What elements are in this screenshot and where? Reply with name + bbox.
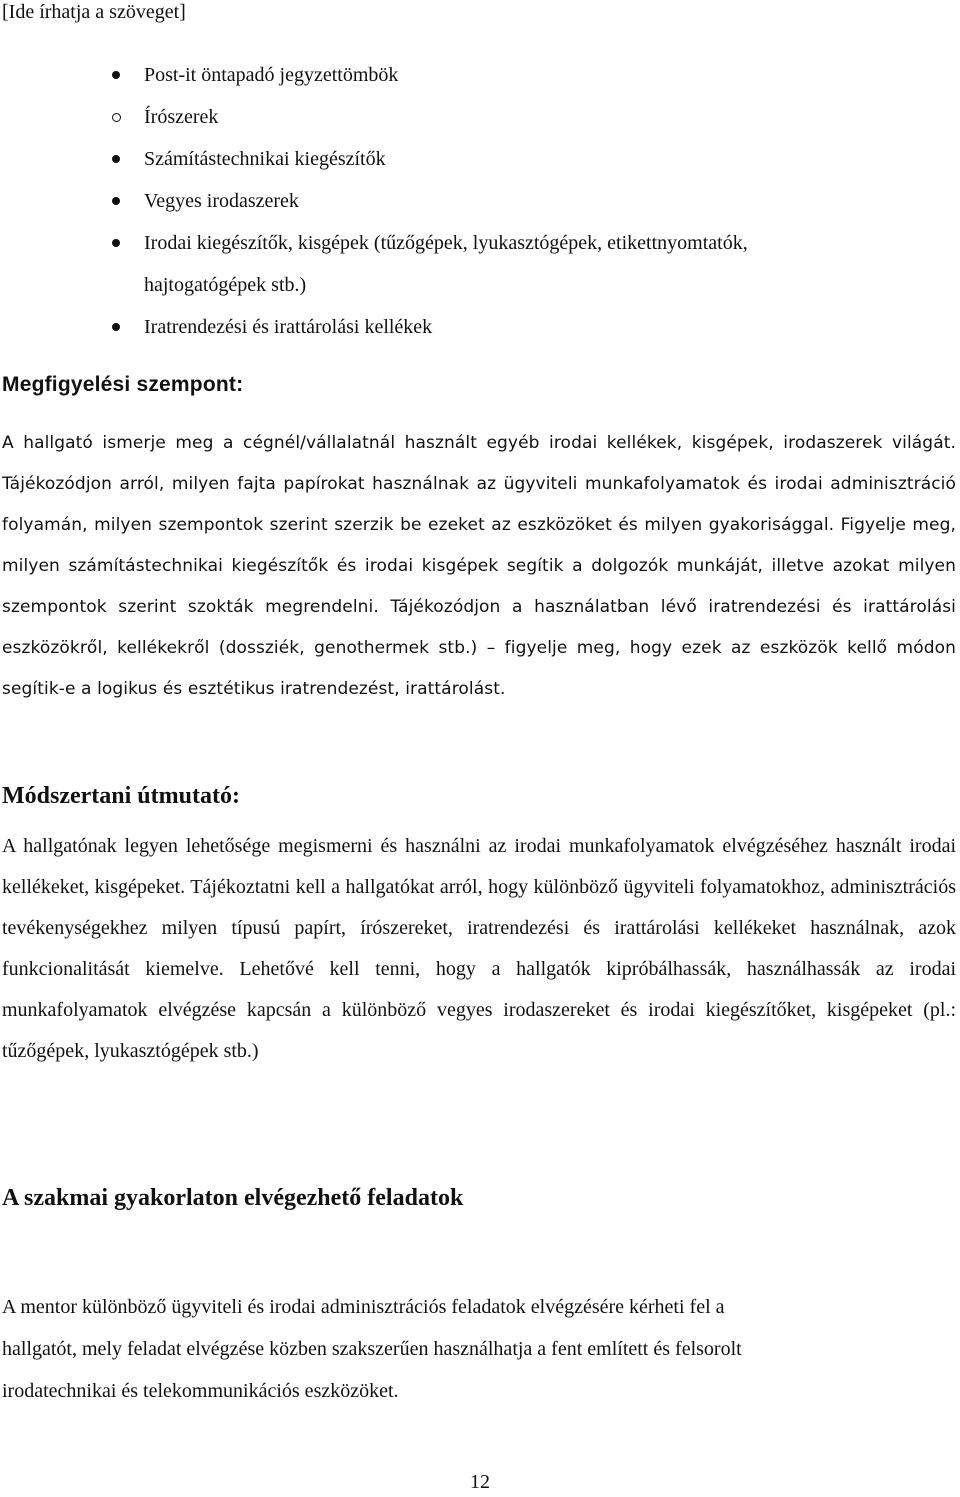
list-item xyxy=(0,180,960,222)
list-item-text: Vegyes irodaszerek xyxy=(144,190,299,212)
bullet-icon xyxy=(112,155,120,163)
bullet-icon xyxy=(112,323,120,331)
list-item xyxy=(0,222,960,264)
paragraph-observation: A hallgató ismerje meg a cégnél/vállalatnál használt egyéb irodai kellékek, kisgépek, irodaszerek világát. Tájékozódjon arról, milyen fajta papírokat használnak az ügyviteli munkafolyamatok és irodai adminisztráció folyamán, milyen szempontok szerint szerzik be ezeket az eszközöket és milyen gyakorisággal. Figyelje meg, milyen számítástechnikai kiegészítők és irodai kisgépek segítik a dolgozók munkáját, illetve azokat milyen szempontok szerint szokták megrendelni. Tájékozódjon a használatban lévő iratrendezési és irattárolási eszközökről, kellékekről (dossziék, genothermek stb.) – figyelje meg, hogy ezek az eszközök kellő módon segítik-e a logikus és esztétikus iratrendezést, irattárolást. xyxy=(2,433,956,699)
section-heading-tasks: A szakmai gyakorlaton elvégezhető feladatok xyxy=(2,1185,464,1211)
list-item-text: Iratrendezési és irattárolási kellékek xyxy=(144,316,433,338)
list-item-text: Számítástechnikai kiegészítők xyxy=(144,148,386,170)
section-heading-methodology: Módszertani útmutató: xyxy=(2,783,240,809)
paragraph-line: irodatechnikai és telekommunikációs eszközöket. xyxy=(2,1380,399,1402)
section-heading-observation: Megfigyelési szempont: xyxy=(2,373,244,396)
placeholder-text[interactable]: [Ide írhatja a szöveget] xyxy=(2,1,186,23)
bullet-icon xyxy=(112,197,120,205)
paragraph-line: hallgatót, mely feladat elvégzése közben szakszerűen használhatja a fent említett és felsorolt xyxy=(2,1338,742,1360)
list-item-continuation xyxy=(0,264,960,306)
list-item-text: Post-it öntapadó jegyzettömbök xyxy=(144,64,399,86)
list-item xyxy=(0,96,960,138)
list-item xyxy=(0,306,960,348)
bullet-icon xyxy=(112,71,120,79)
page-number: 12 xyxy=(470,1471,490,1493)
list-item-text: hajtogatógépek stb.) xyxy=(144,274,307,296)
list-item xyxy=(0,138,960,180)
list-item-text: Irodai kiegészítők, kisgépek (tűzőgépek, lyukasztógépek, etikettnyomtatók, xyxy=(144,232,748,254)
bullet-icon xyxy=(112,239,120,247)
paragraph-line: A mentor különböző ügyviteli és irodai adminisztrációs feladatok elvégzésére kérheti fel a xyxy=(2,1296,725,1318)
bullet-list xyxy=(0,54,960,348)
paragraph-methodology: A hallgatónak legyen lehetősége megismerni és használni az irodai munkafolyamatok elvégzéséhez használt irodai kellékeket, kisgépeket. Tájékoztatni kell a hallgatókat arról, hogy különböző ügyviteli folyamatokhoz, adminisztrációs tevékenységekhez milyen típusú papírt, írószereket, iratrendezési és irattárolási kellékeket használnak, azok funkcionalitását kiemelve. Lehetővé kell tenni, hogy a hallgatók kipróbálhassák, használhassák az irodai munkafolyamatok elvégzése kapcsán a különböző vegyes irodaszereket és irodai kiegészítőket, kisgépeket (pl.: tűzőgépek, lyukasztógépek stb.) xyxy=(2,835,956,1062)
paragraph-tasks xyxy=(2,1286,956,1412)
list-item-text: Írószerek xyxy=(144,106,219,128)
bullet-icon xyxy=(112,113,121,122)
list-item xyxy=(0,54,960,96)
